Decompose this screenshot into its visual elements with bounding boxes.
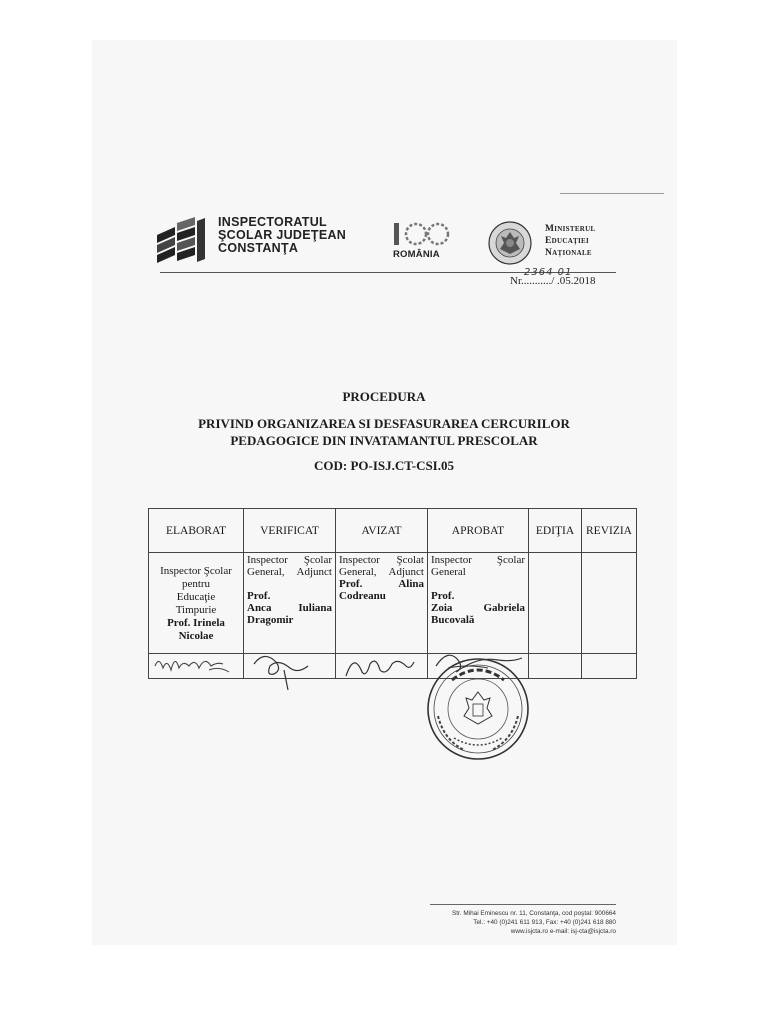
elaborat-role-2: pentru (181, 578, 211, 590)
ministry-line-1: Ministerul (545, 224, 596, 234)
table-header-row (149, 509, 637, 553)
verificat-name-2: Dragomir (247, 614, 294, 626)
approvals-table (148, 508, 637, 679)
document-type: PROCEDURA (342, 389, 426, 404)
signature-avizat (336, 654, 428, 679)
header-aprobat: APROBAT (428, 509, 529, 553)
aprobat-role-1: Inspector Şcolar (431, 554, 525, 566)
header-revizia: REVIZIA (582, 509, 637, 553)
verificat-role-1: Inspector Şcolar (247, 554, 332, 566)
footer-phone: Tel.: +40 (0)241 611 913, Fax: +40 (0)241 618 880 (473, 919, 616, 926)
aprobat-role-2: General (431, 566, 466, 578)
avizat-name-1: Prof. Alina (339, 578, 424, 590)
header-avizat: AVIZAT (336, 509, 428, 553)
header-verificat: VERIFICAT (244, 509, 336, 553)
signature-revizia (582, 654, 637, 679)
signature-editia (529, 654, 582, 679)
signature-verificat (244, 654, 336, 679)
verificat-name-1: Anca Iuliana (247, 602, 332, 614)
centenary-logo (390, 220, 450, 268)
centenary-caption: ROMÂNIA (393, 249, 440, 260)
elaborat-name-1: Prof. Irinela (167, 617, 225, 629)
elaborat-role-1: Inspector Şcolar (160, 565, 232, 577)
header-editia: EDIŢIA (529, 509, 582, 553)
cell-elaborat (149, 553, 244, 654)
official-stamp-icon (424, 656, 532, 762)
isj-line-2: ŞCOLAR JUDEŢEAN (218, 228, 347, 242)
signature-avizat-icon (336, 646, 427, 686)
cell-avizat (336, 553, 428, 654)
document-code: COD: PO-ISJ.CT-CSI.05 (313, 458, 454, 473)
footer-contact (420, 909, 616, 936)
footer-address: Str. Mihai Eminescu nr. 11, Constanţa, cod poştal: 900664 (451, 910, 616, 917)
cell-revizia (582, 553, 637, 654)
verificat-prof: Prof. (247, 590, 271, 602)
avizat-role-1: Inspector Şcolat (339, 554, 424, 566)
isj-line-1: INSPECTORATUL (218, 215, 327, 229)
avizat-role-2: General, Adjunct (339, 566, 424, 578)
verificat-role-2: General, Adjunct (247, 566, 332, 578)
government-seal-icon (488, 221, 532, 265)
aprobat-prof: Prof. (431, 590, 455, 602)
signature-elaborat (149, 654, 244, 679)
document-title-line-2: PEDAGOGICE DIN INVATAMANTUL PRESCOLAR (230, 433, 538, 448)
aprobat-name-2: Bucovală (431, 614, 475, 626)
cell-editia (529, 553, 582, 654)
aprobat-name-1: Zoia Gabriela (431, 602, 525, 614)
table-signature-row (149, 654, 637, 679)
top-rule (560, 193, 664, 194)
signature-verificat-icon (244, 646, 335, 690)
elaborat-name-2: Nicolae (178, 630, 214, 642)
elaborat-role-3: Educaţie (176, 591, 216, 603)
ministry-line-2: Educaţiei (545, 236, 590, 246)
table-body-row (149, 553, 637, 654)
footer-web: www.isjcta.ro e-mail: isj-cta@isjcta.ro (510, 928, 616, 935)
cell-aprobat (428, 553, 529, 654)
avizat-name-2: Codreanu (339, 590, 386, 602)
registration-handwritten: 2364 01 (524, 267, 573, 278)
ministry-line-3: Naţionale (545, 248, 592, 258)
centenary-100-icon (390, 220, 450, 248)
signature-elaborat-icon (149, 646, 243, 682)
isj-name (218, 216, 346, 255)
document-title-line-1: PRIVIND ORGANIZAREA SI DESFASURAREA CERCURILOR (198, 416, 570, 431)
document-page (92, 40, 677, 945)
ministry-name (545, 223, 595, 259)
cell-verificat (244, 553, 336, 654)
elaborat-role-4: Timpurie (175, 604, 217, 616)
header-elaborat: ELABORAT (149, 509, 244, 553)
footer-rule (430, 904, 616, 905)
isj-line-3: CONSTANŢA (218, 241, 299, 255)
isj-logo-icon (155, 213, 207, 267)
registration-number: Nr.........../ .05.2018 (510, 275, 596, 287)
